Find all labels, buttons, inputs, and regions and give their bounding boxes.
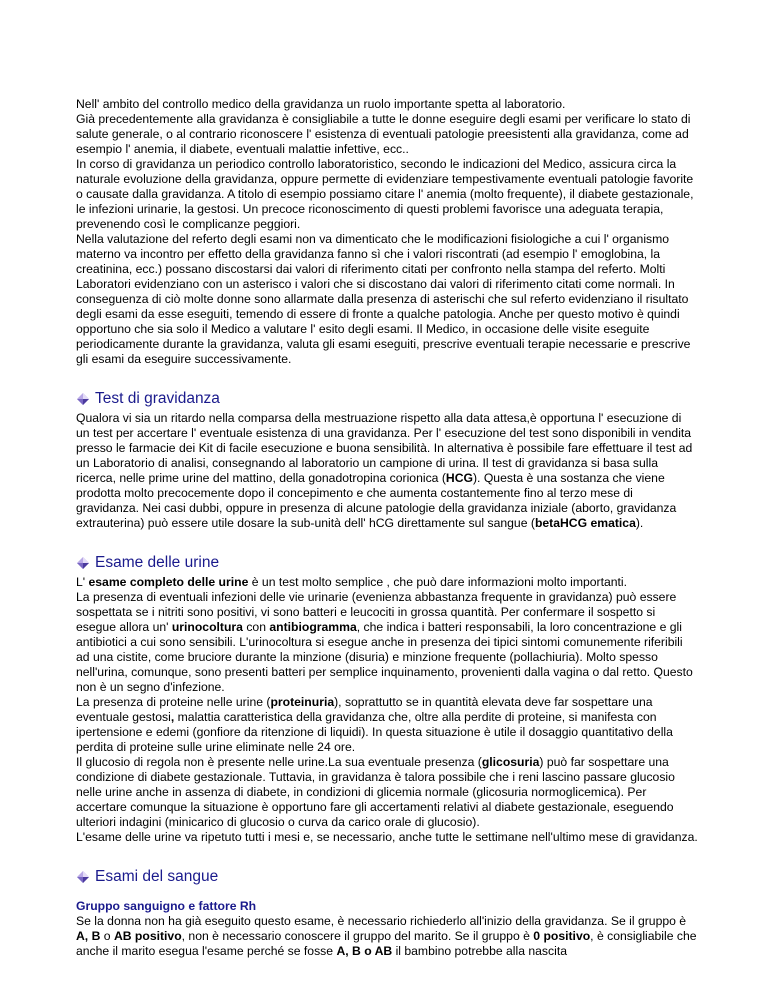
text-run: , non è necessario conoscere il gruppo del marito. Se il gruppo è <box>181 929 534 943</box>
diamond-bullet-icon <box>77 871 89 883</box>
section-paragraph <box>76 590 698 695</box>
bold-term: HCG <box>445 471 473 485</box>
section-paragraph <box>76 914 698 959</box>
subsection-title: Gruppo sanguigno e fattore Rh <box>76 899 257 913</box>
text-run: Qualora vi sia un ritardo nella comparsa della mestruazione rispetto alla data attesa,è opportuna l' esecuzione di un test per accertare l' eventuale esistenza di una gravidanza. Per l' esecuzione del test sono disponibili in vendita presso le farmacie dei Kit di facile esecuzione e buona sensibilità. In alternativa è possibile fare effettuare il test ad un Laboratorio di analisi, consegnando al laboratorio un campione di urina. Il test di gravidanza si basa sulla ricerca, nelle prime urine del mattino, della gonadotropina corionica ( <box>76 411 693 485</box>
intro-paragraph-4: Nella valutazione del referto degli esami non va dimenticato che le modificazioni fisiologiche a cui l' organismo materno va incontro per effetto della gravidanza fanno sì che i valori riscontrati (ad esempio l' emoglobina, la creatinina, ecc.) possano discostarsi dai valori di riferimento citati per confronto nella stampa del referto. Molti Laboratori evidenziano con un asterisco i valori che si discostano dai valori di riferimento citati come normali. In conseguenza di ciò molte donne sono allarmate dalla presenza di asterischi che sul referto evidenziano il risultato degli esami da esse eseguiti, temendo di essere di fronte a qualche patologia. Anche per questo motivo è quindi opportuno che sia solo il Medico a valutare l' esito degli esami. Il Medico, in occasione delle visite eseguite periodicamente durante la gravidanza, valuta gli esami eseguiti, prescrive eventuali terapie necessarie e prescrive gli esami da eseguire successivamente. <box>76 232 691 366</box>
bold-term: urinocoltura <box>171 620 243 634</box>
text-run: Se la donna non ha già eseguito questo esame, è necessario richiederlo all'inizio della gravidanza. Se il gruppo è <box>76 914 687 928</box>
bold-term: A, B o AB <box>336 944 393 958</box>
text-run: è un test molto semplice , che può dare informazioni molto importanti. <box>248 575 628 589</box>
diamond-bullet-icon <box>77 393 89 405</box>
text-run: , che indica i batteri responsabili, la loro concentrazione e gli antibiotici a cui sono sensibili. L'urinocoltura si esegue anche in presenza dei tipici sintomi comunemente riferibili ad una cistite, come bruciore durante la minzione (disuria) e minzione frequente (pollachiuria). Molto spesso nell'urina, comunque, sono presenti batteri per semplice inquinamento, provenienti dalla vagina o dal retto. Questo non è un segno d'infezione. <box>76 620 693 694</box>
bold-term: proteinuria <box>270 695 335 709</box>
intro-paragraph-3: In corso di gravidanza un periodico controllo laboratoristico, secondo le indicazioni del Medico, assicura circa la naturale evoluzione della gravidanza, oppure permette di evidenziare tempestivamente eventuali patologie favorite o causate dalla gravidanza. A titolo di esempio possiamo citare l' anemia (molto frequente), il diabete gestazionale, le infezioni urinarie, la gestosi. Un precoce riconoscimento di questi problemi favorisce una adeguata terapia, prevenendo così le complicanze peggiori. <box>76 157 694 231</box>
section-paragraph: L'esame delle urine va ripetuto tutti i mesi e, se necessario, anche tutte le settimane nell'ultimo mese di gravidanza. <box>76 830 698 844</box>
bold-term: AB positivo <box>113 929 182 943</box>
diamond-bullet-icon <box>77 557 89 569</box>
section-paragraph <box>76 411 698 531</box>
text-run: La presenza di eventuali infezioni delle vie urinarie (evenienza abbastanza frequente in gravidanza) può essere sospettata se i nitriti sono positivi, vi sono batteri e leucociti in grossa quantità. Per confermare il sospetto si esegue allora un' <box>76 590 677 634</box>
bold-term: 0 positivo <box>533 929 591 943</box>
bold-term: esame completo delle urine <box>88 575 249 589</box>
intro-paragraph-2: Già precedentemente alla gravidanza è consigliabile a tutte le donne eseguire degli esami per verificare lo stato di salute generale, o al contrario riconoscere l' esistenza di eventuali patologie preesistenti alla gravidanza, come ad esempio l' anemia, il diabete, eventuali malattie infettive, ecc.. <box>76 112 691 156</box>
section-title: Test di gravidanza <box>95 390 220 407</box>
section-title: Esame delle urine <box>95 554 220 571</box>
section-paragraph <box>76 575 698 590</box>
text-run: ) può far sospettare una condizione di diabete gestazionale. Tuttavia, in gravidanza è talora possibile che i reni lascino passare glucosio nelle urine anche in assenza di diabete, in condizioni di glicemia normale (glicosuria normoglicemica). Per accertare comunque la situazione è opportuno fare gli accertamenti relativi al diabete gestazionale, eseguendo ulteriori indagini (minicarico di glucosio o curva da carico orale di glucosio). <box>76 755 675 829</box>
text-run: con <box>242 620 270 634</box>
section-title: Esami del sangue <box>95 868 219 885</box>
text-run: o <box>100 929 114 943</box>
section-heading-esami-sangue <box>76 868 698 886</box>
text-run: malattia caratteristica della gravidanza che, oltre alla perdite di proteine, si manifesta con ipertensione e edemi (gonfiore da ritenzione di liquidi). In questa situazione è utile il dosaggio quantitativo della perdita di proteine sulle urine eliminate nelle 24 ore. <box>76 710 673 754</box>
intro-paragraph-1: Nell' ambito del controllo medico della gravidanza un ruolo importante spetta al laboratorio. <box>76 97 566 111</box>
bold-term: , <box>170 710 175 724</box>
bold-term: antibiogramma <box>269 620 357 634</box>
text-run: L' <box>76 575 89 589</box>
text-run: ). Questa è una sostanza che viene prodotta molto precocemente dopo il concepimento e che aumenta costantemente fino al terzo mese di gravidanza. Nei casi dubbi, oppure in presenza di alcune patologie della gravidanza iniziale (aborto, gravidanza extrauterina) può essere utile dosare la sub-unità dell' hCG direttamente sul sangue ( <box>76 471 677 530</box>
section-heading-esame-urine <box>76 554 698 572</box>
text-run: , è consigliabile che anche il marito esegua l'esame perché se fosse <box>76 929 697 958</box>
text-run: Il glucosio di regola non è presente nelle urine.La sua eventuale presenza ( <box>76 755 482 769</box>
section-heading-test-gravidanza <box>76 390 698 408</box>
bold-term: A, B <box>76 929 101 943</box>
document-page <box>76 97 698 959</box>
bold-term: glicosuria <box>481 755 540 769</box>
text-run: il bambino potrebbe alla nascita <box>392 944 567 958</box>
section-paragraph <box>76 755 698 830</box>
bold-term: betaHCG ematica <box>534 516 636 530</box>
section-paragraph <box>76 695 698 755</box>
text-run: ). <box>635 516 644 530</box>
text-run: ), soprattutto se in quantità elevata deve far sospettare una eventuale gestosi <box>76 695 653 724</box>
text-run: La presenza di proteine nelle urine ( <box>76 695 271 709</box>
